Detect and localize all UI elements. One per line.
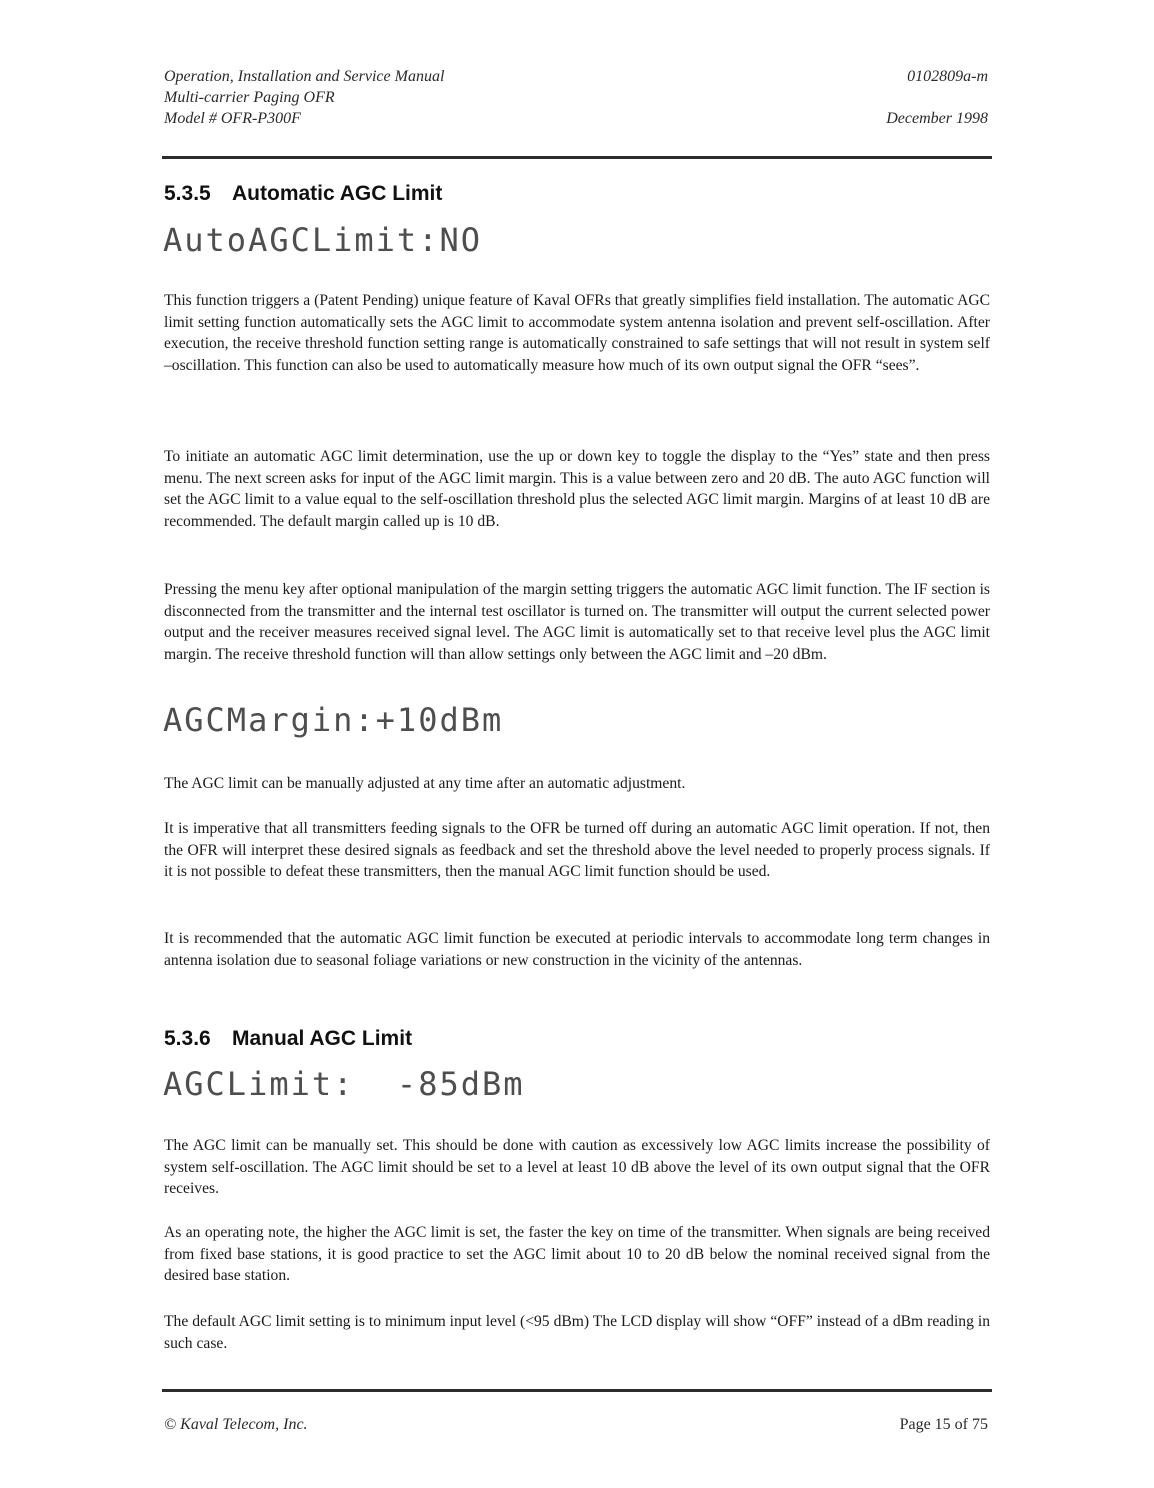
section-title: Automatic AGC Limit (232, 182, 443, 205)
page-number: Page 15 of 75 (899, 1416, 988, 1433)
paragraph: As an operating note, the higher the AGC limit is set, the faster the key on time of the transmitter. When signals are being received from fixed base stations, it is good practice to set the AGC limit about 10 to 20 dB below the nominal received signal from the desired base station. (164, 1224, 990, 1285)
paragraph: The default AGC limit setting is to minimum input level (<95 dBm) The LCD display will show “OFF” instead of a dBm reading in such case. (164, 1313, 990, 1352)
model-number: Model # OFR-P300F (164, 110, 301, 127)
section-heading-5-3-6 (164, 1027, 412, 1051)
lcd-display-auto-agc-limit: AutoAGCLimit:NO (163, 221, 482, 259)
section-title: Manual AGC Limit (232, 1027, 413, 1050)
page-header-left (164, 66, 444, 129)
page-header-right (886, 66, 988, 129)
paragraph: To initiate an automatic AGC limit determination, use the up or down key to toggle the display to the “Yes” state and then press menu. The next screen asks for input of the AGC limit margin. This is a value between zero and 20 dB. The auto AGC function will set the AGC limit to a value equal to the self-oscillation threshold plus the selected AGC limit margin. Margins of at least 10 dB are recommended. The default margin called up is 10 dB. (164, 448, 990, 530)
document-number: 0102809a-m (907, 68, 988, 85)
product-name: Multi-carrier Paging OFR (164, 89, 335, 106)
paragraph: The AGC limit can be manually adjusted at any time after an automatic adjustment. (164, 775, 686, 792)
paragraph: This function triggers a (Patent Pending) unique feature of Kaval OFRs that greatly simplifies field installation. The automatic AGC limit setting function automatically sets the AGC limit to accommodate system antenna isolation and prevent self-oscillation. After execution, the receive threshold function setting range is automatically constrained to safe settings that will not result in system self –oscillation. This function can also be used to automatically measure how much of its own output signal the OFR “sees”. (164, 292, 990, 374)
paragraph: The AGC limit can be manually set. This should be done with caution as excessively low AGC limits increase the possibility of system self-oscillation. The AGC limit should be set to a level at least 10 dB above the level of its own output signal that the OFR receives. (164, 1137, 990, 1198)
lcd-display-agc-margin: AGCMargin:+10dBm (163, 701, 504, 739)
manual-title: Operation, Installation and Service Manual (164, 68, 445, 85)
section-heading-5-3-5 (164, 182, 442, 206)
paragraph: Pressing the menu key after optional manipulation of the margin setting triggers the automatic AGC limit function. The IF section is disconnected from the transmitter and the internal test oscillator is turned on. The transmitter will output the current selected power output and the receiver measures received signal level. The AGC limit is automatically set to that receive level plus the AGC limit margin. The receive threshold function will than allow settings only between the AGC limit and –20 dBm. (164, 581, 990, 663)
copyright: © Kaval Telecom, Inc. (164, 1416, 308, 1433)
footer-rule (162, 1389, 992, 1392)
document-date: December 1998 (886, 110, 988, 127)
header-rule (162, 156, 992, 159)
paragraph: It is imperative that all transmitters feeding signals to the OFR be turned off during an automatic AGC limit operation. If not, then the OFR will interpret these desired signals as feedback and set the threshold above the level needed to properly process signals. If it is not possible to defeat these transmitters, then the manual AGC limit function should be used. (164, 820, 990, 881)
section-number: 5.3.5 (164, 182, 211, 205)
section-number: 5.3.6 (164, 1027, 211, 1050)
lcd-display-manual-agc-limit: AGCLimit: -85dBm (163, 1065, 525, 1103)
paragraph: It is recommended that the automatic AGC limit function be executed at periodic intervals to accommodate long term changes in antenna isolation due to seasonal foliage variations or new construction in the vicinity of the antennas. (164, 930, 990, 969)
